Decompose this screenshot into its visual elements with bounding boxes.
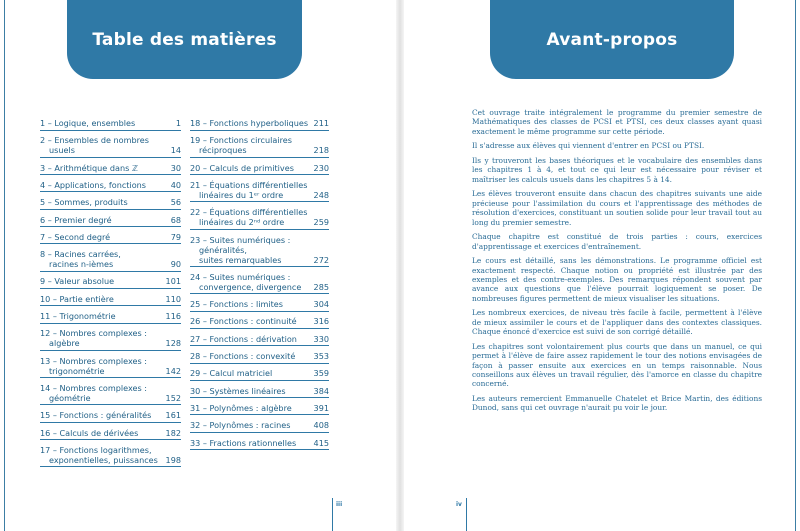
toc-entry[interactable] [190,272,329,292]
toc-entry[interactable] [190,163,329,173]
toc-entry-page: 285 [313,281,329,292]
toc-entry-title: exponentielles, puissances [49,454,158,465]
page-number: iv [456,501,462,508]
toc-entry-page: 391 [313,402,329,413]
toc-entry-page: 198 [165,454,181,465]
toc-divider [190,397,329,398]
toc-entry-page: 353 [313,351,329,361]
toc-divider [40,323,181,324]
toc-entry[interactable] [40,232,181,242]
toc-divider [40,157,181,158]
toc-entry-title: 13 – Nombres complexes : [40,355,147,366]
toc-divider [190,432,329,433]
toc-entry-page: 161 [165,410,181,421]
toc-entry[interactable] [190,180,329,200]
toc-entry-title: 23 – Suites numériques : [190,234,291,245]
toc-entry-title: 16 – Calculs de dérivées [40,427,139,438]
toc-entry-title: 31 – Polynômes : algèbre [190,402,292,413]
toc-entry-title: 22 – Équations différentielles [190,207,308,218]
toc-divider [190,311,329,312]
toc-divider [190,266,329,267]
toc-entry-title: 24 – Suites numériques : [190,271,291,282]
toc-entry-page: 259 [313,217,329,228]
toc-entry-title: algèbre [49,338,80,349]
toc-entry[interactable] [190,386,329,396]
foreword-paragraph: Cet ouvrage traite intégralement le programme du premier semestre de Mathématiques des classes de PCSI et PTSI, ces deux classes ayant quasi exactement le même programme sur cette période. [472,108,762,136]
toc-entry-page: 40 [170,179,181,190]
toc-entry[interactable] [40,356,181,376]
foreword-paragraph: Chaque chapitre est constitué de trois parties : cours, exercices d'apprentissage et exercices d'entraînement. [472,232,762,251]
foreword-paragraph: Le cours est détaillé, sans les démonstrations. Le programme officiel est exactement respecté. Chaque notion ou propriété est illustrée par des exemples et des contre-exemples. Des remarques répondent souvent par avance aux questions que l'élève pourrait logiquement se poser. De nombreuses figures permettent de mieux visualiser les situations. [472,256,762,303]
toc-entry-title: 8 – Racines carrées, [40,249,121,260]
toc-entry-page: 230 [313,162,329,173]
toc-entry[interactable] [40,249,181,269]
toc-entry[interactable] [190,135,329,155]
toc-divider [190,414,329,415]
toc-divider [190,328,329,329]
toc-entry-page: 116 [165,311,181,321]
toc-entry-title: 21 – Équations différentielles [190,179,308,190]
toc-entry-title: 30 – Systèmes linéaires [190,385,286,396]
foreword-text [472,108,762,418]
toc-entry-title: 11 – Trigonométrie [40,311,116,321]
toc-divider [190,293,329,294]
foreword-title-banner [490,0,734,79]
toc-entry[interactable] [190,235,329,265]
toc-entry-title: linéaires du 2ⁿᵈ ordre [199,217,285,228]
toc-entry[interactable] [40,328,181,348]
toc-divider [190,380,329,381]
toc-entry[interactable] [190,316,329,326]
toc-entry-title: 12 – Nombres complexes : [40,328,147,339]
toc-divider [40,439,181,440]
toc-divider [190,229,329,230]
toc-divider [190,201,329,202]
foreword-paragraph: Les nombreux exercices, de niveau très facile à facile, permettent à l'élève de mieux assimiler le cours et de l'appliquer dans des contextes classiques. Chaque énoncé d'exercice est suivi de son corrigé détaillé. [472,308,762,337]
toc-entry-page: 152 [165,392,181,403]
toc-divider [40,130,181,131]
toc-entry-title: 28 – Fonctions : convexité [190,351,296,361]
toc-entry-title: 14 – Nombres complexes : [40,382,147,393]
toc-divider [40,271,181,272]
toc-entry[interactable] [40,180,181,190]
toc-entry-title: 33 – Fractions rationnelles [190,437,297,448]
toc-entry-title: 20 – Calculs de primitives [190,162,294,173]
toc-entry[interactable] [190,118,329,128]
toc-entry[interactable] [190,438,329,448]
toc-divider [190,345,329,346]
foreword-paragraph: Les chapitres sont volontairement plus courts que dans un manuel, ce qui permet à l'élève de faire assez rapidement le tour des notions envisagées de façon à passer ensuite aux exercices en un temps raisonnable. Nous conseillons aux élèves un travail régulier, dès l'amorce en classe du chapitre concerné. [472,341,762,389]
toc-divider [40,191,181,192]
toc-entry-page: 14 [170,145,181,156]
foreword-paragraph: Il s'adresse aux élèves qui viennent d'entrer en PCSI ou PTSI. [472,141,705,151]
toc-entry-page: 316 [313,316,329,327]
page-title: Table des matières [92,29,277,50]
toc-entry[interactable] [40,294,181,304]
toc-entry-title: usuels [49,145,75,156]
toc-entry[interactable] [40,197,181,207]
toc-divider [40,209,181,210]
toc-divider [40,305,181,306]
toc-entry-title: 7 – Second degré [40,231,111,242]
toc-entry[interactable] [40,311,181,321]
toc-entry[interactable] [190,351,329,361]
toc-entry-title: 26 – Fonctions : continuité [190,316,297,327]
toc-entry-page: 128 [165,338,181,349]
toc-entry-title: 5 – Sommes, produits [40,197,128,208]
toc-entry-page: 1 [175,118,181,128]
toc-entry-title: 3 – Arithmétique dans ℤ [40,162,138,173]
toc-divider [40,404,181,405]
toc-entry[interactable] [190,207,329,227]
toc-entry[interactable] [190,403,329,413]
toc-divider [190,130,329,131]
toc-entry-page: 101 [165,276,181,287]
toc-entry-title: 2 – Ensembles de nombres [40,135,149,146]
toc-entry-page: 79 [170,231,181,242]
toc-divider [40,422,181,423]
toc-divider [40,226,181,227]
toc-entry[interactable] [40,118,181,128]
page-number: iii [336,501,343,508]
toc-entry-page: 330 [313,333,329,344]
toc-entry-title: 9 – Valeur absolue [40,276,115,287]
toc-entry[interactable] [40,276,181,286]
toc-entry-page: 68 [170,214,181,225]
toc-entry-title: 27 – Fonctions : dérivation [190,333,297,344]
toc-entry[interactable] [40,428,181,438]
toc-divider [190,157,329,158]
toc-entry[interactable] [40,410,181,420]
toc-entry-title: 10 – Partie entière [40,293,114,304]
toc-entry[interactable] [40,163,181,173]
toc-entry-title: trigonométrie [49,365,105,376]
toc-divider [40,243,181,244]
toc-entry-title: convergence, divergence [199,281,302,292]
toc-entry-page: 272 [313,254,329,265]
toc-entry-page: 142 [165,365,181,376]
toc-entry-page: 56 [170,197,181,208]
toc-divider [190,363,329,364]
toc-entry-title: suites remarquables [199,254,282,265]
toc-entry[interactable] [40,383,181,403]
toc-entry-page: 359 [313,368,329,379]
toc-entry-title: 29 – Calcul matriciel [190,368,273,379]
toc-entry-page: 384 [313,385,329,396]
toc-entry-title: géométrie [49,392,91,403]
toc-entry-title: 1 – Logique, ensembles [40,118,136,128]
toc-entry-title: 6 – Premier degré [40,214,112,225]
toc-entry-title: 17 – Fonctions logarithmes, [40,444,152,455]
toc-entry-title: linéaires du 1ᵉʳ ordre [199,189,284,200]
toc-entry[interactable] [190,420,329,430]
right-page [400,0,800,531]
toc-divider [190,174,329,175]
foreword-paragraph: Les auteurs remercient Emmanuelle Chatelet et Brice Martin, des éditions Dunod, sans qui cet ouvrage n'aurait pu voir le jour. [472,394,762,413]
toc-entry-title: réciproques [199,145,247,156]
toc-entry-page: 415 [313,437,329,448]
toc-divider [40,350,181,351]
toc-entry-page: 110 [165,293,181,304]
toc-divider [40,174,181,175]
toc-entry-page: 30 [170,162,181,173]
foreword-paragraph: Ils y trouveront les bases théoriques et le vocabulaire des ensembles dans les chapitres 1 à 4, et tout ce qui leur est nécessaire pour réviser et maîtriser les calculs usuels dans les chapitres 5 à 14. [472,156,762,184]
toc-entry-title: 18 – Fonctions hyperboliques [190,118,309,128]
toc-entry-page: 211 [313,118,329,128]
toc-divider [40,377,181,378]
toc-entry[interactable] [190,334,329,344]
toc-entry-title: 19 – Fonctions circulaires [190,135,292,146]
toc-entry-page: 218 [313,145,329,156]
right-margin-line [795,0,796,531]
toc-entry-title: 25 – Fonctions : limites [190,299,283,310]
toc-entry[interactable] [40,135,181,155]
book-gutter [396,0,404,531]
toc-entry-title: 15 – Fonctions : généralités [40,410,152,421]
toc-entry-title: racines n-ièmes [49,259,114,270]
toc-entry-page: 408 [313,420,329,431]
toc-divider [40,288,181,289]
toc-entry[interactable] [190,299,329,309]
toc-entry[interactable] [40,445,181,465]
toc-divider [40,466,181,467]
left-margin-line [4,0,5,531]
toc-entry[interactable] [40,215,181,225]
toc-entry-page: 304 [313,299,329,310]
toc-entry-title: généralités, [199,244,247,255]
toc-divider [190,449,329,450]
toc-entry-page: 182 [165,427,181,438]
page-number-rule [332,498,333,531]
toc-entry-page: 90 [170,259,181,270]
toc-title-banner [67,0,302,79]
page-title: Avant-propos [546,29,678,50]
toc-entry-title: 32 – Polynômes : racines [190,420,291,431]
foreword-paragraph: Les élèves trouveront ensuite dans chacun des chapitres suivants une aide précieuse pour l'assimilation du cours et l'apprentissage des méthodes de résolution d'exercices, constituant un soutien solide pour leur travail tout au long du premier semestre. [472,189,762,227]
page-number-rule [466,498,467,531]
toc-entry[interactable] [190,368,329,378]
toc-entry-page: 248 [313,189,329,200]
toc-entry-title: 4 – Applications, fonctions [40,179,147,190]
